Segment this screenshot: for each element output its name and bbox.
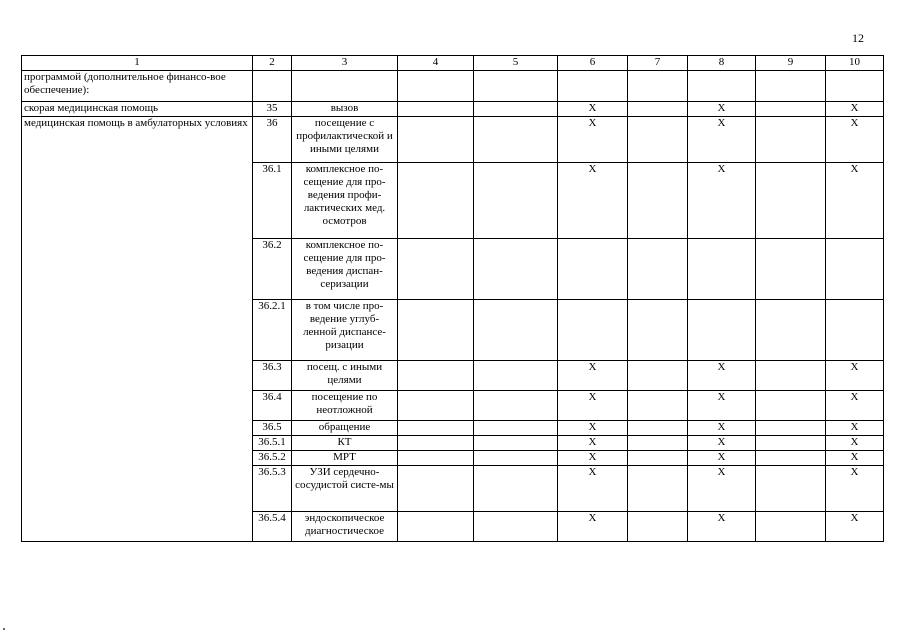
cell-col4 [398, 163, 474, 239]
data-table [21, 55, 884, 542]
header-cell: 1 [22, 56, 253, 71]
cell-col5 [474, 163, 558, 239]
cell-col9 [756, 512, 826, 542]
header-cell: 3 [292, 56, 398, 71]
cell-col4 [398, 361, 474, 391]
cell-col8: X [688, 163, 756, 239]
row-number: 36.2 [253, 239, 292, 300]
row-number: 36.5.3 [253, 466, 292, 512]
cell-col7 [628, 466, 688, 512]
header-cell: 10 [826, 56, 884, 71]
row-number: 36.1 [253, 163, 292, 239]
cell-col4 [398, 239, 474, 300]
cell-col5 [474, 117, 558, 163]
row-unit: обращение [292, 421, 398, 436]
cell-col7 [628, 71, 688, 102]
cell-col10: X [826, 163, 884, 239]
cell-col6: X [558, 163, 628, 239]
header-cell: 9 [756, 56, 826, 71]
row-number: 36.2.1 [253, 300, 292, 361]
row-unit: УЗИ сердечно-сосудистой систе-мы [292, 466, 398, 512]
row-number: 36.5.4 [253, 512, 292, 542]
cell-col8: X [688, 102, 756, 117]
cell-col5 [474, 239, 558, 300]
cell-col9 [756, 239, 826, 300]
page-number: 12 [852, 31, 864, 45]
row-unit: вызов [292, 102, 398, 117]
cell-col4 [398, 71, 474, 102]
table-row [22, 71, 884, 102]
cell-col5 [474, 300, 558, 361]
header-cell: 5 [474, 56, 558, 71]
header-cell: 8 [688, 56, 756, 71]
cell-col9 [756, 451, 826, 466]
cell-col10: X [826, 361, 884, 391]
table-row [22, 102, 884, 117]
row-unit [292, 71, 398, 102]
row-category-label: программой (дополнительное финансо-вое обеспечение): [22, 71, 253, 102]
cell-col4 [398, 102, 474, 117]
cell-col8: X [688, 391, 756, 421]
cell-col9 [756, 391, 826, 421]
cell-col4 [398, 512, 474, 542]
cell-col7 [628, 512, 688, 542]
cell-col9 [756, 436, 826, 451]
cell-col6: X [558, 421, 628, 436]
row-number: 36.5.2 [253, 451, 292, 466]
cell-col4 [398, 117, 474, 163]
cell-col10: X [826, 466, 884, 512]
cell-col5 [474, 421, 558, 436]
cell-col6: X [558, 451, 628, 466]
cell-col5 [474, 451, 558, 466]
row-category-label: медицинская помощь в амбулаторных условиях [22, 117, 253, 542]
row-number: 35 [253, 102, 292, 117]
cell-col8: X [688, 117, 756, 163]
cell-col5 [474, 71, 558, 102]
cell-col10 [826, 239, 884, 300]
row-number: 36.5 [253, 421, 292, 436]
cell-col6: X [558, 391, 628, 421]
cell-col10: X [826, 117, 884, 163]
row-unit: МРТ [292, 451, 398, 466]
header-cell: 2 [253, 56, 292, 71]
cell-col8: X [688, 436, 756, 451]
row-unit: эндоскопическое диагностическое [292, 512, 398, 542]
row-unit: КТ [292, 436, 398, 451]
cell-col4 [398, 421, 474, 436]
cell-col10 [826, 71, 884, 102]
row-number: 36 [253, 117, 292, 163]
cell-col9 [756, 102, 826, 117]
cell-col10: X [826, 451, 884, 466]
cell-col7 [628, 361, 688, 391]
cell-col6: X [558, 102, 628, 117]
cell-col8: X [688, 421, 756, 436]
cell-col6 [558, 71, 628, 102]
cell-col6: X [558, 466, 628, 512]
cell-col5 [474, 512, 558, 542]
row-number: 36.5.1 [253, 436, 292, 451]
cell-col4 [398, 451, 474, 466]
cell-col6 [558, 239, 628, 300]
cell-col8: X [688, 361, 756, 391]
cell-col7 [628, 436, 688, 451]
cell-col9 [756, 361, 826, 391]
cell-col10: X [826, 436, 884, 451]
cell-col5 [474, 436, 558, 451]
cell-col4 [398, 391, 474, 421]
cell-col7 [628, 451, 688, 466]
cell-col8: X [688, 466, 756, 512]
cell-col8: X [688, 512, 756, 542]
cell-col9 [756, 421, 826, 436]
cell-col7 [628, 163, 688, 239]
table-row [22, 117, 884, 163]
cell-col10: X [826, 391, 884, 421]
cell-col5 [474, 102, 558, 117]
cell-col9 [756, 163, 826, 239]
cell-col10: X [826, 421, 884, 436]
row-unit: посещ. с иными целями [292, 361, 398, 391]
cell-col7 [628, 102, 688, 117]
cell-col5 [474, 466, 558, 512]
row-unit: комплексное по-сещение для про-ведения диспан-серизации [292, 239, 398, 300]
cell-col6: X [558, 117, 628, 163]
cell-col4 [398, 436, 474, 451]
scan-dot [3, 628, 5, 630]
row-number [253, 71, 292, 102]
cell-col5 [474, 391, 558, 421]
cell-col4 [398, 466, 474, 512]
row-category-label: скорая медицинская помощь [22, 102, 253, 117]
header-cell: 7 [628, 56, 688, 71]
cell-col9 [756, 117, 826, 163]
cell-col6: X [558, 361, 628, 391]
cell-col8: X [688, 451, 756, 466]
cell-col8 [688, 71, 756, 102]
cell-col7 [628, 391, 688, 421]
cell-col10: X [826, 512, 884, 542]
row-unit: посещение с профилактической и иными целями [292, 117, 398, 163]
cell-col6: X [558, 512, 628, 542]
header-cell: 4 [398, 56, 474, 71]
header-cell: 6 [558, 56, 628, 71]
cell-col5 [474, 361, 558, 391]
cell-col6: X [558, 436, 628, 451]
row-unit: в том числе про-ведение углуб-ленной диспансе-ризации [292, 300, 398, 361]
cell-col9 [756, 71, 826, 102]
cell-col8 [688, 300, 756, 361]
cell-col7 [628, 239, 688, 300]
cell-col9 [756, 466, 826, 512]
cell-col4 [398, 300, 474, 361]
cell-col9 [756, 300, 826, 361]
cell-col7 [628, 117, 688, 163]
cell-col6 [558, 300, 628, 361]
table-header-row [22, 56, 884, 71]
row-unit: комплексное по-сещение для про-ведения профи-лактических мед. осмотров [292, 163, 398, 239]
cell-col10 [826, 300, 884, 361]
cell-col8 [688, 239, 756, 300]
cell-col10: X [826, 102, 884, 117]
row-number: 36.4 [253, 391, 292, 421]
row-number: 36.3 [253, 361, 292, 391]
cell-col7 [628, 300, 688, 361]
cell-col7 [628, 421, 688, 436]
row-unit: посещение по неотложной [292, 391, 398, 421]
